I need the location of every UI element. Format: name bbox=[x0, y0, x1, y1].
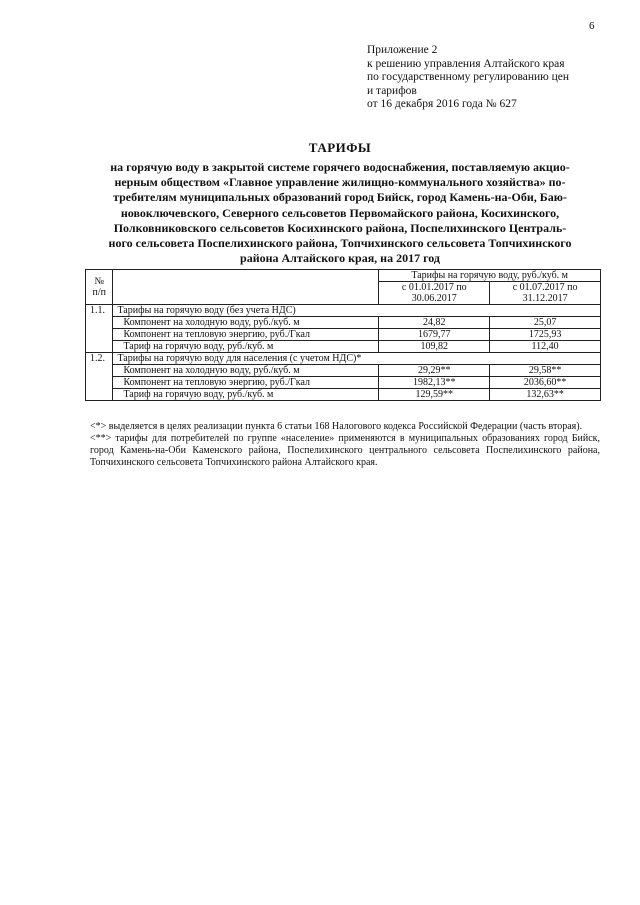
footnotes bbox=[90, 421, 600, 469]
row-value-period-1: 29,29** bbox=[379, 365, 490, 377]
subtitle-line: нерным обществом «Главное управление жилищно-коммунального хозяйства» по- bbox=[114, 175, 566, 190]
table-row bbox=[86, 365, 601, 377]
period-1-line2: 30.06.2017 bbox=[411, 293, 457, 304]
footnote-population: <**> тарифы для потребителей по группе «население» применяются в муниципальных образованиях город Бийск, город Камень-на-Оби Каменского района, Поспелихинского центрального сельсовета Поспелихинского района, Топчихинского сельсовета Топчихинского района Алтайского края. bbox=[90, 433, 600, 468]
subtitle-line: Полковниковского сельсоветов Косихинского района, Поспелихинского Централь- bbox=[113, 220, 567, 235]
row-name: Тариф на горячую воду, руб./куб. м bbox=[113, 389, 379, 401]
period-2-line2: 31.12.2017 bbox=[522, 293, 568, 304]
header-tariff-group: Тарифы на горячую воду, руб./куб. м bbox=[379, 270, 601, 282]
row-value-period-1: 109,82 bbox=[379, 341, 490, 353]
row-value-period-1: 1982,13** bbox=[379, 377, 490, 389]
document-subtitle bbox=[80, 160, 600, 266]
row-value-period-2: 132,63** bbox=[490, 389, 601, 401]
section-number: 1.2. bbox=[86, 353, 113, 401]
row-name: Компонент на холодную воду, руб./куб. м bbox=[113, 365, 379, 377]
table-header-row bbox=[86, 270, 601, 282]
subtitle-line: новоключевского, Северного сельсоветов Первомайского района, Косихинского, bbox=[120, 205, 560, 220]
period-2-line1: с 01.07.2017 по bbox=[512, 282, 578, 293]
section-title: Тарифы на горячую воду (без учета НДС) bbox=[113, 305, 601, 317]
header-period-2 bbox=[490, 282, 601, 305]
subtitle-line: ного сельсовета Поспелихинского района, Топчихинского сельсовета Топчихинского bbox=[108, 236, 572, 251]
table-row bbox=[86, 377, 601, 389]
appendix-line: по государственному регулированию цен bbox=[367, 71, 570, 83]
row-name: Компонент на тепловую энергию, руб./Гкал bbox=[113, 377, 379, 389]
appendix-line: от 16 декабря 2016 года № 627 bbox=[367, 98, 517, 110]
header-num-line1: № bbox=[94, 276, 104, 287]
subtitle-line: требителям муниципальных образований город Бийск, город Камень-на-Оби, Баю- bbox=[113, 190, 567, 205]
subtitle-line: на горячую воду в закрытой системе горячего водоснабжения, поставляемую акцио- bbox=[110, 160, 570, 174]
section-row bbox=[86, 305, 601, 317]
row-name: Компонент на тепловую энергию, руб./Гкал bbox=[113, 329, 379, 341]
section-title: Тарифы на горячую воду для населения (с учетом НДС)* bbox=[113, 353, 601, 365]
subtitle-line: района Алтайского края, на 2017 год bbox=[240, 251, 440, 266]
period-1-line1: с 01.01.2017 по bbox=[401, 282, 467, 293]
section-number: 1.1. bbox=[86, 305, 113, 353]
document-title: ТАРИФЫ bbox=[308, 140, 372, 155]
table-row bbox=[86, 341, 601, 353]
appendix-line: и тарифов bbox=[367, 84, 417, 97]
tariff-table bbox=[85, 269, 601, 401]
row-value-period-2: 112,40 bbox=[490, 341, 601, 353]
title-block bbox=[80, 140, 600, 266]
row-name: Тариф на горячую воду, руб./куб. м bbox=[113, 341, 379, 353]
appendix-line: Приложение 2 bbox=[367, 44, 438, 56]
row-value-period-1: 129,59** bbox=[379, 389, 490, 401]
header-num-line2: п/п bbox=[92, 287, 106, 298]
header-period-1 bbox=[379, 282, 490, 305]
appendix-line: к решению управления Алтайского края bbox=[367, 57, 565, 70]
row-value-period-1: 24,82 bbox=[379, 317, 490, 329]
table-row bbox=[86, 317, 601, 329]
row-value-period-2: 29,58** bbox=[490, 365, 601, 377]
footnote-vat: <*> выделяется в целях реализации пункта 6 статьи 168 Налогового кодекса Российской Федерации (часть вторая). bbox=[90, 421, 583, 432]
row-name: Компонент на холодную воду, руб./куб. м bbox=[113, 317, 379, 329]
section-row bbox=[86, 353, 601, 365]
row-value-period-2: 2036,60** bbox=[490, 377, 601, 389]
page-number: 6 bbox=[589, 20, 595, 32]
row-value-period-2: 1725,93 bbox=[490, 329, 601, 341]
table-row bbox=[86, 329, 601, 341]
table-row bbox=[86, 389, 601, 401]
row-value-period-1: 1679,77 bbox=[379, 329, 490, 341]
header-name bbox=[113, 270, 379, 305]
header-num bbox=[86, 270, 113, 305]
appendix-note bbox=[367, 44, 627, 112]
row-value-period-2: 25,07 bbox=[490, 317, 601, 329]
